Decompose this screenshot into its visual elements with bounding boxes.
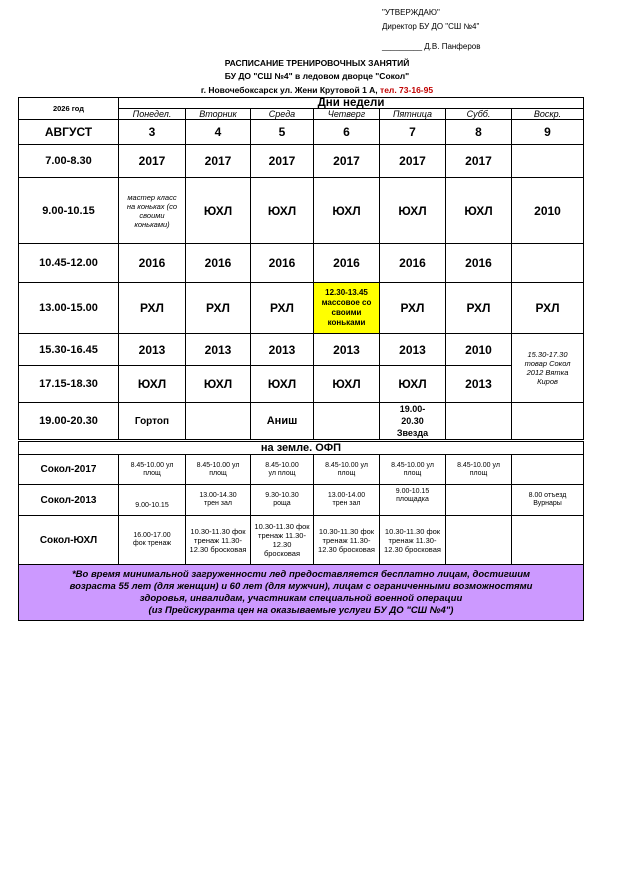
schedule-cell: 2013	[119, 334, 186, 366]
schedule-cell: 2017	[119, 145, 186, 178]
schedule-cell	[512, 516, 584, 565]
schedule-cell: 2016	[380, 244, 446, 283]
approval-line-1: "УТВЕРЖДАЮ"	[382, 8, 440, 17]
schedule-cell: РХЛ	[380, 283, 446, 334]
table-row	[19, 366, 584, 403]
date-wed: 5	[251, 120, 314, 145]
schedule-cell: ЮХЛ	[186, 178, 251, 244]
schedule-cell: ЮХЛ	[380, 178, 446, 244]
schedule-cell: Гортоп	[119, 403, 186, 441]
schedule-cell: РХЛ	[251, 283, 314, 334]
schedule-cell: 16.00-17.00 фок тренаж	[119, 516, 186, 565]
day-thu: Четверг	[314, 109, 380, 120]
schedule-cell: 2016	[186, 244, 251, 283]
date-sat: 8	[446, 120, 512, 145]
day-wed: Среда	[251, 109, 314, 120]
schedule-cell: ЮХЛ	[186, 366, 251, 403]
note-line: здоровья, инвалидам, участникам специальной военной операции	[139, 592, 463, 604]
mass-skating-cell: 12.30-13.45 массовое со своими коньками	[314, 283, 380, 334]
time-cell: 7.00-8.30	[19, 145, 119, 178]
schedule-cell: 8.45-10.00 ул площ	[446, 455, 512, 485]
schedule-cell	[446, 516, 512, 565]
schedule-cell: 2017	[380, 145, 446, 178]
benefits-note	[19, 565, 584, 621]
schedule-cell: РХЛ	[512, 283, 584, 334]
schedule-table	[18, 97, 584, 621]
time-cell: 9.00-10.15	[19, 178, 119, 244]
schedule-cell: РХЛ	[446, 283, 512, 334]
schedule-cell: ЮХЛ	[251, 178, 314, 244]
schedule-cell: 9.30-10.30 роща	[251, 485, 314, 516]
schedule-cell: ЮХЛ	[380, 366, 446, 403]
day-sat: Субб.	[446, 109, 512, 120]
schedule-cell: ЮХЛ	[446, 178, 512, 244]
group-cell: Сокол-2013	[19, 485, 119, 516]
table-row	[19, 178, 584, 244]
group-cell: Сокол-ЮХЛ	[19, 516, 119, 565]
address-text: г. Новочебоксарск ул. Жени Крутовой 1 А,	[200, 85, 378, 95]
schedule-cell: 2017	[186, 145, 251, 178]
schedule-cell: 2016	[446, 244, 512, 283]
schedule-cell	[186, 403, 251, 441]
schedule-cell: 19.00-20.30 Звезда	[380, 403, 446, 441]
schedule-cell	[512, 455, 584, 485]
schedule-cell: 2016	[251, 244, 314, 283]
table-row	[19, 455, 584, 485]
time-cell: 13.00-15.00	[19, 283, 119, 334]
schedule-cell	[314, 403, 380, 441]
schedule-cell: ЮХЛ	[119, 366, 186, 403]
table-row	[19, 334, 584, 366]
land-header: на земле. ОФП	[19, 441, 584, 455]
schedule-cell: 8.45-10.00 ул площ	[186, 455, 251, 485]
time-cell: 19.00-20.30	[19, 403, 119, 441]
phone-text: тел. 73-16-95	[380, 85, 434, 95]
time-cell: 10.45-12.00	[19, 244, 119, 283]
schedule-cell: 2013	[314, 334, 380, 366]
date-thu: 6	[314, 120, 380, 145]
table-row	[19, 516, 584, 565]
schedule-cell: 10.30-11.30 фок тренаж 11.30-12.30 бросковая	[380, 516, 446, 565]
schedule-title: РАСПИСАНИЕ ТРЕНИРОВОЧНЫХ ЗАНЯТИЙ	[224, 58, 410, 68]
schedule-cell: мастер класс на коньках (со своими коньками)	[119, 178, 186, 244]
schedule-cell: 8.45-10.00 ул площ	[251, 455, 314, 485]
date-sun: 9	[512, 120, 584, 145]
date-tue: 4	[186, 120, 251, 145]
table-row	[19, 244, 584, 283]
schedule-cell: 10.30-11.30 фок тренаж 11.30-12.30 бросковая	[314, 516, 380, 565]
table-row	[19, 283, 584, 334]
group-cell: Сокол-2017	[19, 455, 119, 485]
sunday-match-cell: 15.30-17.30 товар Сокол 2012 Вятка Киров	[512, 334, 584, 403]
schedule-cell: 2010	[512, 178, 584, 244]
note-line: (из Прейскуранта цен на оказываемые услуги БУ ДО "СШ №4")	[148, 604, 454, 616]
date-fri: 7	[380, 120, 446, 145]
schedule-cell: 10.30-11.30 фок тренаж 11.30-12.30 бросковая	[186, 516, 251, 565]
schedule-cell: 2016	[314, 244, 380, 283]
schedule-cell: РХЛ	[119, 283, 186, 334]
schedule-cell: 2016	[119, 244, 186, 283]
table-row	[19, 145, 584, 178]
day-mon: Понедел.	[119, 109, 186, 120]
table-row	[19, 485, 584, 516]
schedule-cell: 2017	[251, 145, 314, 178]
table-row	[19, 403, 584, 441]
schedule-cell	[446, 403, 512, 441]
schedule-cell: 13.00-14.00 трен зал	[314, 485, 380, 516]
schedule-cell: 8.45-10.00 ул площ	[380, 455, 446, 485]
note-line: возраста 55 лет (для женщин) и 60 лет (для мужчин), лицам с ограниченными возможностями	[69, 580, 533, 592]
schedule-cell: 10.30-11.30 фок тренаж 11.30-12.30 бросковая	[251, 516, 314, 565]
day-sun: Воскр.	[512, 109, 584, 120]
schedule-cell	[512, 244, 584, 283]
schedule-cell: ЮХЛ	[251, 366, 314, 403]
schedule-cell: 2010	[446, 334, 512, 366]
schedule-cell: 2013	[251, 334, 314, 366]
schedule-cell: РХЛ	[186, 283, 251, 334]
schedule-subtitle: БУ ДО "СШ №4" в ледовом дворце "Сокол"	[224, 71, 410, 81]
schedule-cell: Аниш	[251, 403, 314, 441]
schedule-cell	[446, 485, 512, 516]
schedule-cell: 2017	[314, 145, 380, 178]
approval-line-3: _________ Д.В. Панферов	[382, 42, 481, 51]
days-header: Дни недели	[119, 98, 584, 109]
month-cell: АВГУСТ	[19, 120, 119, 145]
schedule-cell	[512, 403, 584, 441]
schedule-cell: ЮХЛ	[314, 178, 380, 244]
schedule-cell: 8.45-10.00 ул площ	[314, 455, 380, 485]
schedule-cell: 2017	[446, 145, 512, 178]
schedule-cell: 2013	[380, 334, 446, 366]
year-cell: 2026 год	[19, 98, 119, 120]
time-cell: 17.15-18.30	[19, 366, 119, 403]
approval-line-2: Директор БУ ДО "СШ №4"	[382, 22, 480, 31]
time-cell: 15.30-16.45	[19, 334, 119, 366]
schedule-cell: ЮХЛ	[314, 366, 380, 403]
schedule-address	[0, 85, 634, 95]
day-tue: Вторник	[186, 109, 251, 120]
schedule-cell	[512, 145, 584, 178]
day-fri: Пятница	[380, 109, 446, 120]
schedule-cell: 13.00-14.30 трен зал	[186, 485, 251, 516]
schedule-cell: 8.00 отъезд Вурнары	[512, 485, 584, 516]
date-mon: 3	[119, 120, 186, 145]
schedule-cell: 9.00-10.15 площадка	[380, 485, 446, 516]
schedule-cell: 2013	[446, 366, 512, 403]
schedule-cell: 8.45-10.00 ул площ	[119, 455, 186, 485]
schedule-cell: 2013	[186, 334, 251, 366]
note-line: *Во время минимальной загруженности лед предоставляется бесплатно лицам, достигшим	[71, 568, 531, 580]
schedule-cell: 9.00-10.15	[119, 485, 186, 516]
